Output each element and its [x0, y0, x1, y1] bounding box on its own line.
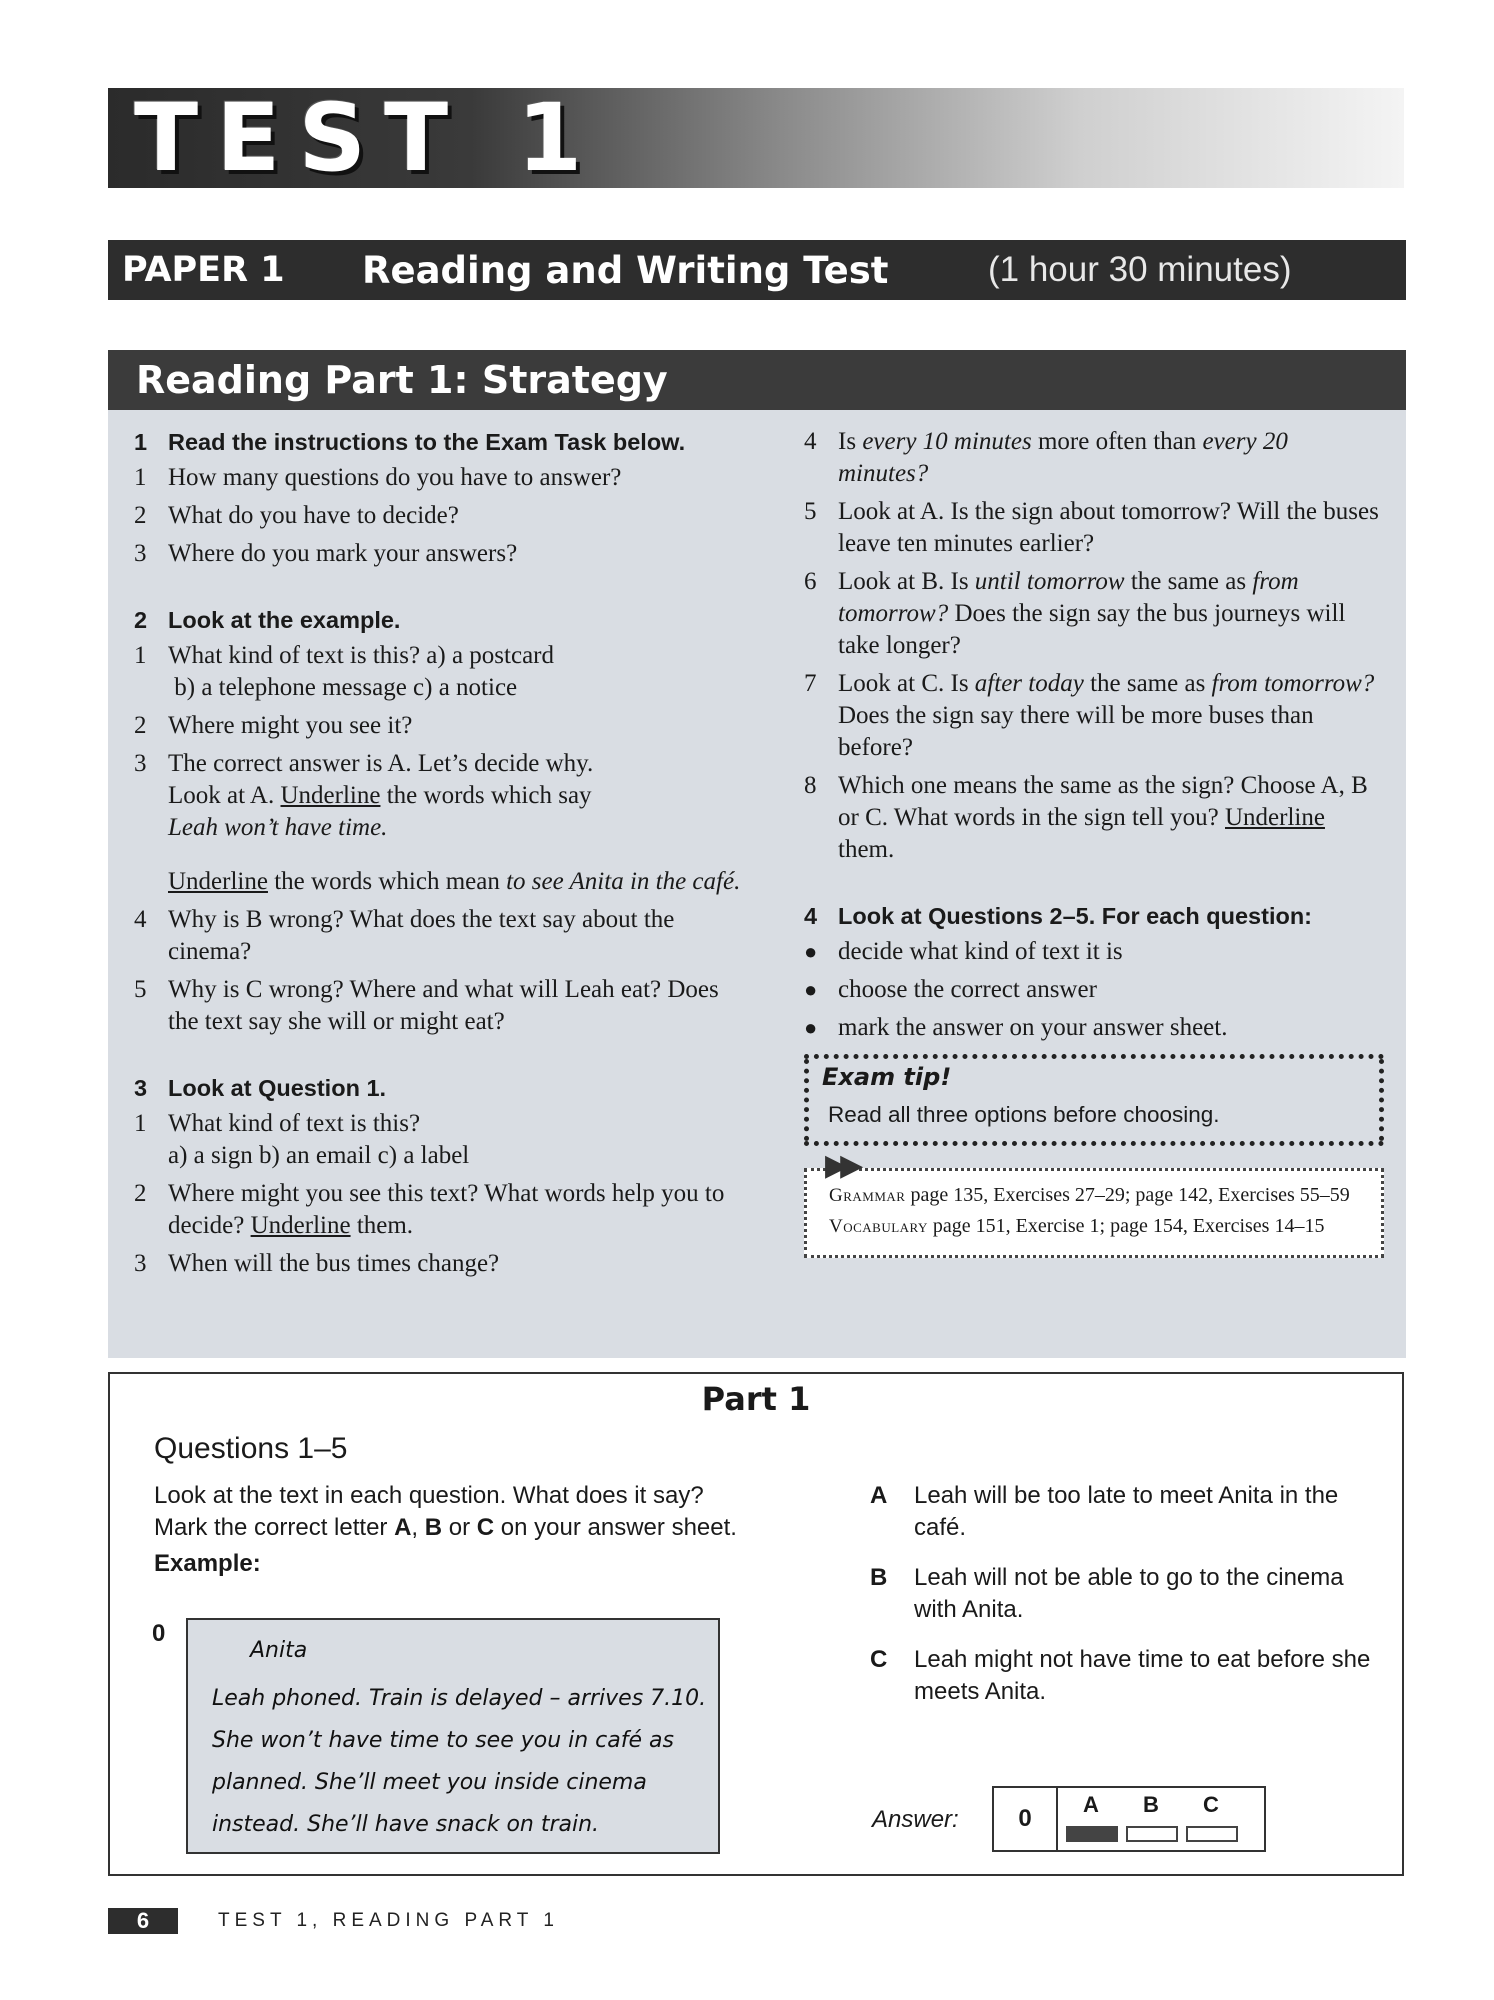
list-item: 5 Look at A. Is the sign about tomorrow? Will the buses leave ten minutes earlier? [804, 498, 1379, 557]
option-c: C Leah might not have time to eat before she meets Anita. [870, 1646, 1371, 1705]
answer-bubble-c[interactable] [1186, 1826, 1238, 1842]
cross-reference-box [804, 1149, 1384, 1258]
notice-message: Leah phoned. Train is delayed – arrives 7.10. She won’t have time to see you in café as planned. She’ll meet you inside cinema instead. She’ll have snack on train. [212, 1686, 707, 1837]
paper-bar [108, 240, 1406, 300]
list-item: 2 What do you have to decide? [134, 502, 459, 529]
example-label: Example: [154, 1550, 261, 1577]
bullet-item: ● decide what kind of text it is [804, 938, 1123, 965]
strategy-heading: Reading Part 1: Strategy [108, 350, 1406, 410]
list-item: 1 What kind of text is this? a) a sign b) an email c) a label [134, 1110, 470, 1169]
page-number: 6 [108, 1908, 178, 1934]
section-3-heading: 3 Look at Question 1. [134, 1075, 387, 1101]
running-footer: TEST 1, READING PART 1 [218, 1910, 559, 1931]
answer-number: 0 [994, 1788, 1058, 1850]
answer-bubble-b[interactable] [1126, 1826, 1178, 1842]
list-item: 1 What kind of text is this? a) a postcard b) a telephone message c) a notice [134, 642, 554, 701]
vocabulary-reference: Vocabulary page 151, Exercise 1; page 154, Exercises 14–15 [829, 1215, 1325, 1237]
answer-letter-b: B [1143, 1792, 1159, 1817]
answer-options [870, 1480, 1390, 1726]
section-1-heading: 1 Read the instructions to the Exam Task below. [134, 429, 686, 455]
bullet-item: ● mark the answer on your answer sheet. [804, 1014, 1228, 1041]
bullet-item: ● choose the correct answer [804, 976, 1097, 1003]
answer-bubble-a[interactable] [1066, 1826, 1118, 1842]
exam-tip-text: Read all three options before choosing. [828, 1102, 1220, 1127]
questions-title: Questions 1–5 [154, 1432, 348, 1465]
strategy-panel [108, 350, 1406, 1358]
list-item: 5 Why is C wrong? Where and what will Leah eat? Does the text say she will or might eat? [134, 976, 719, 1035]
list-item: 8 Which one means the same as the sign? Choose A, B or C. What words in the sign tell you? Underline them. [804, 772, 1368, 863]
answer-sheet-box [992, 1786, 1266, 1852]
strategy-right-column [804, 426, 1384, 1258]
section-4-heading: 4 Look at Questions 2–5. For each question: [804, 903, 1313, 929]
option-a: A Leah will be too late to meet Anita in the café. [870, 1482, 1339, 1541]
list-item: 4 Is every 10 minutes more often than every 20 minutes? [804, 428, 1288, 487]
list-item: 3 Where do you mark your answers? [134, 540, 518, 567]
list-item: 2 Where might you see it? [134, 712, 413, 739]
answer-letter-c: C [1203, 1792, 1219, 1817]
paper-label: PAPER 1 [122, 250, 285, 290]
notice-recipient: Anita [250, 1638, 308, 1663]
answer-letter-a: A [1083, 1792, 1099, 1817]
test-title: TEST 1 [134, 88, 601, 188]
paper-title: Reading and Writing Test [362, 248, 889, 292]
task-instructions: Look at the text in each question. What does it say? Mark the correct letter A, B or C on your answer sheet. [154, 1482, 737, 1541]
list-item: 7 Look at C. Is after today the same as from tomorrow? Does the sign say there will be more buses than before? [804, 670, 1375, 761]
example-number: 0 [152, 1620, 166, 1647]
option-b: B Leah will not be able to go to the cinema with Anita. [870, 1564, 1344, 1623]
list-item: 2 Where might you see this text? What words help you to decide? Underline them. [134, 1180, 725, 1239]
exam-task-box [108, 1372, 1404, 1876]
exam-tip-box [804, 1054, 1384, 1146]
part-title: Part 1 [701, 1380, 811, 1418]
strategy-left-column [134, 426, 752, 1286]
exam-tip-title: Exam tip! [822, 1063, 952, 1091]
list-item: 1 How many questions do you have to answer? [134, 464, 622, 491]
grammar-reference: Grammar page 135, Exercises 27–29; page 142, Exercises 55–59 [829, 1184, 1350, 1206]
example-notice [186, 1618, 720, 1854]
list-item: 3 The correct answer is A. Let’s decide why. Look at A. Underline the words which say Leah won’t have time. Underline the words which mean to see Anita in the café. [134, 750, 741, 895]
fast-forward-icon: ▶▶ [825, 1149, 856, 1182]
answer-label: Answer: [872, 1806, 959, 1833]
list-item: 6 Look at B. Is until tomorrow the same as from tomorrow? Does the sign say the bus journeys will take longer? [804, 568, 1346, 659]
test-banner [108, 88, 1404, 188]
section-2-heading: 2 Look at the example. [134, 607, 401, 633]
paper-time: (1 hour 30 minutes) [988, 250, 1292, 289]
list-item: 4 Why is B wrong? What does the text say about the cinema? [134, 906, 675, 965]
list-item: 3 When will the bus times change? [134, 1250, 500, 1277]
